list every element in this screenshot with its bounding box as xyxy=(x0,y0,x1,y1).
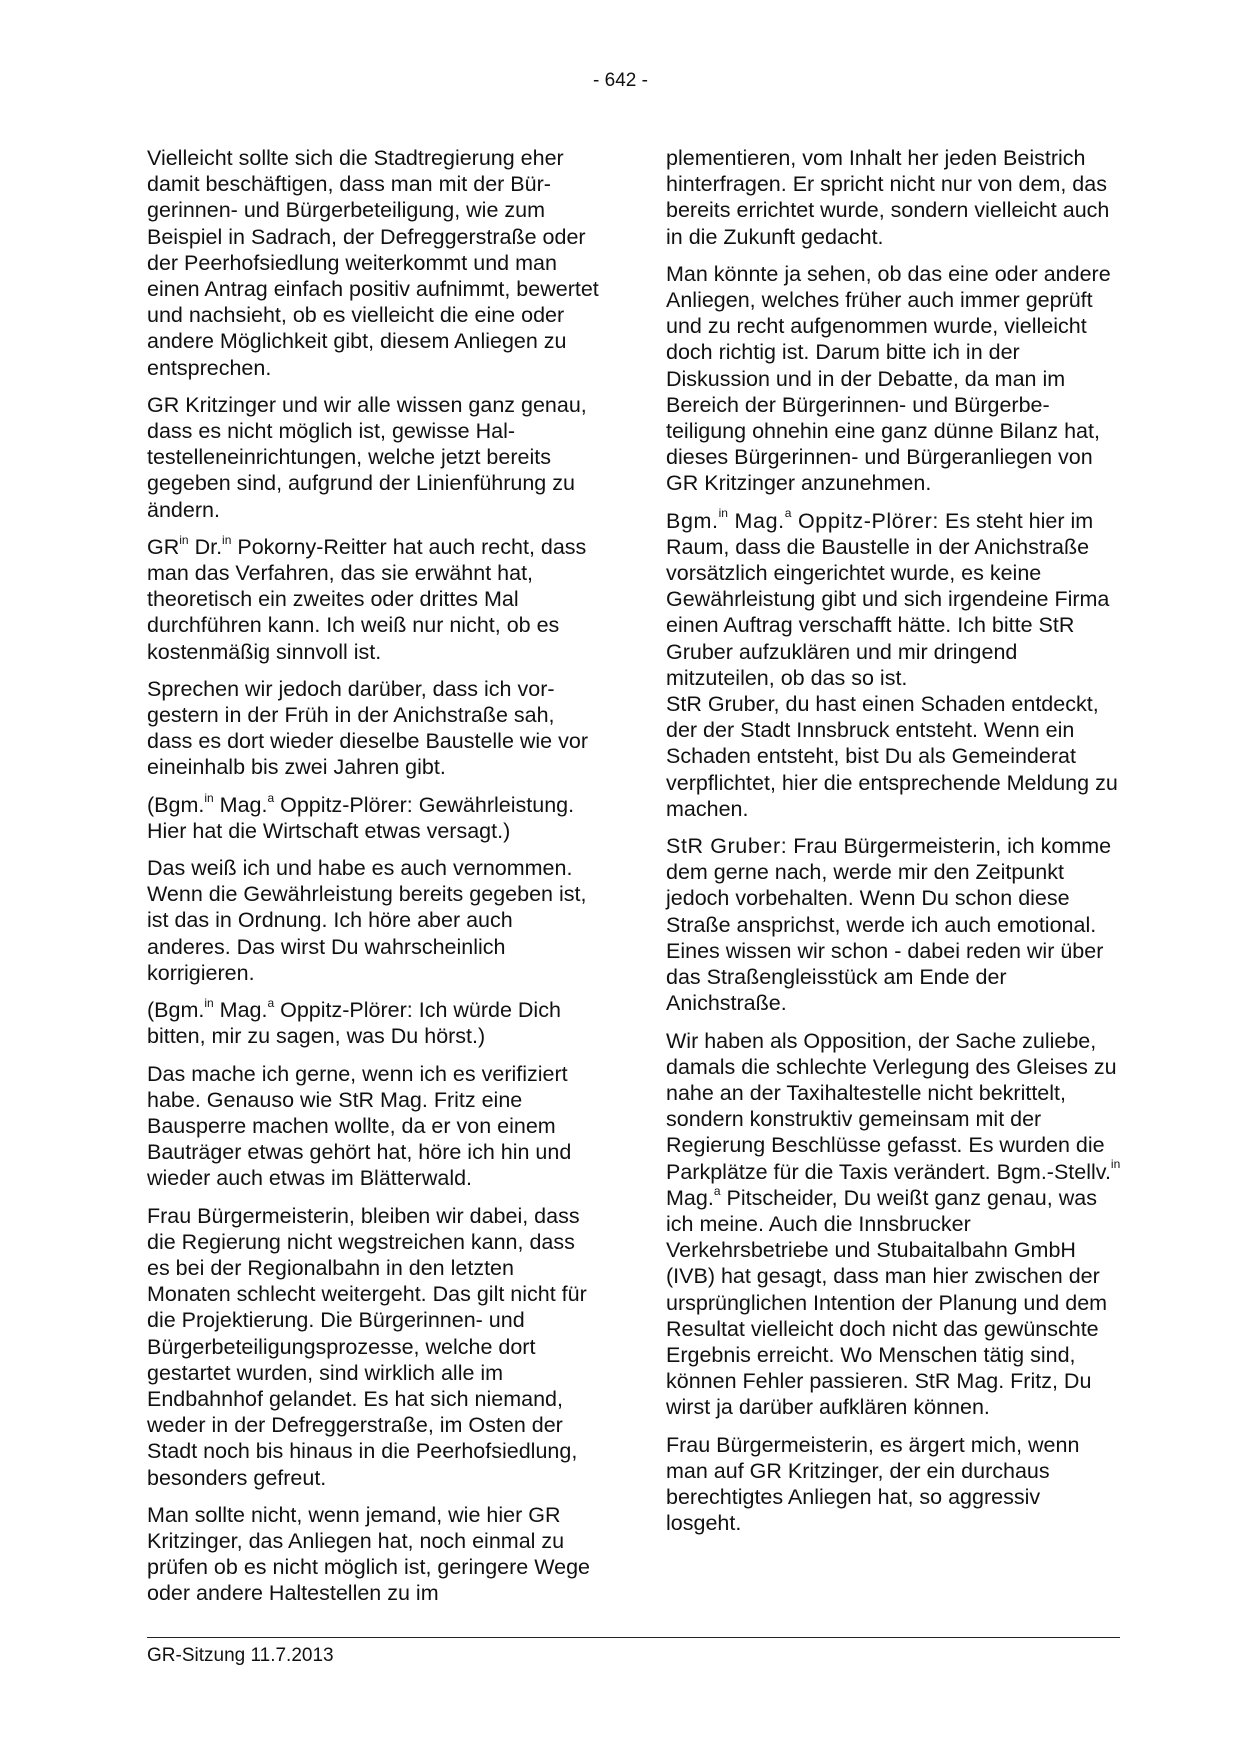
right-column xyxy=(666,145,1121,1547)
paragraph: plementieren, vom Inhalt her jeden Beistrich hinterfragen. Er spricht nicht nur von dem, das bereits errichtet wurde, sondern vielleicht auch in die Zukunft gedacht. xyxy=(666,146,1110,249)
paragraph: Man könnte ja sehen, ob das eine oder andere Anliegen, welches früher auch immer geprüft und zu recht aufgenommen wurde, vielleicht doch richtig ist. Darum bitte ich in der Diskussion und in der Debatte, da man im Bereich der Bürgerinnen- und Bürgerbeteiligung ohnehin eine ganz dünne Bilanz hat, dieses Bürgerinnen- und Bürgeranliegen von GR Kritzinger anzunehmen. xyxy=(666,261,1111,496)
superscript: in xyxy=(1110,1157,1121,1172)
paragraph: Frau Bürgermeisterin, bleiben wir dabei, dass die Regierung nicht wegstreichen kann, dass es bei der Regionalbahn in den letzten Monaten schlecht weitergeht. Das gilt nicht für die Projektierung. Die Bürgerinnen- und Bürgerbeteiligungsprozesse, welche dort gestartet wurden, sind wirklich alle im Endbahnhof gelandet. Es hat sich niemand, weder in der Defreggerstraße, im Osten der Stadt noch bis hinaus in die Peerhofsiedlung, besonders gefreut. xyxy=(147,1203,587,1490)
speech-gruber xyxy=(666,833,1121,1016)
paragraph: Frau Bürgermeisterin, es ärgert mich, wenn man auf GR Kritzinger, der ein durchaus berechtigtes Anliegen hat, so aggressiv losgeht. xyxy=(666,1432,1080,1536)
interjection-title: Mag. xyxy=(213,792,268,817)
superscript: a xyxy=(713,1183,721,1198)
paragraph-text: Wir haben als Opposition, der Sache zuliebe, damals die schlechte Verlegung des Gleises zu nahe an der Taxihaltestelle nicht bekrittelt, sondern konstruktiv gemeinsam mit der Regierung Beschlüsse gefasst. Es wurden die Parkplätze für die Taxis verändert. Bgm.-Stellv. xyxy=(666,1028,1117,1184)
speech-text: Es steht hier im Raum, dass die Baustelle in der Anichstraße vorsätzlich eingerichtet wurde, es keine Gewährleistung gibt und sich irgendeine Firma einen Auftrag verschafft hätte. Ich bitte StR Gruber aufzuklären und mir dringend mitzuteilen, ob das so ist. xyxy=(666,508,1110,690)
superscript: in xyxy=(718,506,728,521)
superscript: a xyxy=(267,790,275,805)
superscript: a xyxy=(267,995,275,1010)
interjection-text: Oppitz-Plörer: Gewährleistung. Hier hat die Wirtschaft etwas versagt.) xyxy=(147,792,575,843)
speaker-title: GR xyxy=(147,534,180,559)
speaker-name: Mag. xyxy=(727,508,785,533)
paragraph: Vielleicht sollte sich die Stadtregierung eher damit beschäftigen, dass man mit der Bürgerinnen- und Bürgerbeteiligung, wie zum Beispiel in Sadrach, der Defreggerstraße oder der Peerhofsiedlung weiterkommt und man einen Antrag einfach positiv aufnimmt, bewertet und nachsieht, ob es vielleicht die eine oder andere Möglichkeit gibt, diesem Anliegen zu entsprechen. xyxy=(147,146,599,380)
superscript: a xyxy=(784,506,792,521)
paragraph-text: Pokorny-Reitter hat auch recht, dass man das Verfahren, das sie erwähnt hat, theoretisch ein zweites oder drittes Mal durchführen kann. Ich weiß nur nicht, ob es kostenmäßig sinnvoll ist. xyxy=(147,534,587,664)
interjection xyxy=(147,792,599,844)
footer-session-date: GR-Sitzung 11.7.2013 xyxy=(147,1645,334,1666)
superscript: in xyxy=(179,532,189,547)
paragraph-text: Pitscheider, Du weißt ganz genau, was ich meine. Auch die Innsbrucker Verkehrsbetriebe und Stubaitalbahn GmbH (IVB) hat gesagt, dass man hier zwischen der ursprünglichen Intention der Planung und dem Resultat vielleicht doch nicht das gewünschte Ergebnis erreicht. Wo Menschen tätig sind, können Fehler passieren. StR Mag. Fritz, Du wirst ja darüber aufklären können. xyxy=(666,1185,1108,1420)
superscript: in xyxy=(204,995,214,1010)
paragraph: GR Kritzinger und wir alle wissen ganz genau, dass es nicht möglich ist, gewisse Haltestelleneinrichtungen, welche jetzt bereits gegeben sind, aufgrund der Linienführung zu ändern. xyxy=(147,392,587,522)
paragraph xyxy=(666,1028,1121,1421)
superscript: in xyxy=(204,790,214,805)
speaker-title: Dr. xyxy=(188,534,223,559)
interjection-title: Mag. xyxy=(213,998,268,1023)
interjection-prefix: (Bgm. xyxy=(147,792,205,817)
interjection-text: Oppitz-Plörer: Ich würde Dich bitten, mir zu sagen, was Du hörst.) xyxy=(147,998,561,1049)
speech-mayor xyxy=(666,508,1121,691)
speaker-name: Bgm. xyxy=(666,508,719,533)
page-number: - 642 - xyxy=(593,70,648,91)
paragraph: StR Gruber, du hast einen Schaden entdeckt, der der Stadt Innsbruck entsteht. Wenn ein Schaden entsteht, bist Du als Gemeinderat verpflichtet, hier die entsprechende Meldung zu machen. xyxy=(666,692,1118,821)
speaker-title: Mag. xyxy=(666,1185,714,1210)
paragraph: Das mache ich gerne, wenn ich es verifiziert habe. Genauso wie StR Mag. Fritz eine Bausperre machen wollte, da er von einem Bauträger etwas gehört hat, höre ich hin und wieder auch etwas im Blätterwald. xyxy=(147,1061,572,1191)
speaker-name: Oppitz-Plörer: xyxy=(791,508,940,533)
paragraph: Sprechen wir jedoch darüber, dass ich vorgestern in der Früh in der Anichstraße sah, dass es dort wieder dieselbe Baustelle wie vor eineinhalb bis zwei Jahren gibt. xyxy=(147,676,588,780)
paragraph xyxy=(147,534,599,665)
footer-divider xyxy=(147,1637,1120,1638)
paragraph: Man sollte nicht, wenn jemand, wie hier GR Kritzinger, das Anliegen hat, noch einmal zu prüfen ob es nicht möglich ist, geringere Wege oder andere Haltestellen zu im xyxy=(147,1502,590,1606)
paragraph: Das weiß ich und habe es auch vernommen. Wenn die Gewährleistung bereits gegeben ist, ist das in Ordnung. Ich höre aber auch anderes. Das wirst Du wahrscheinlich korrigieren. xyxy=(147,856,587,985)
speaker-name: StR Gruber: xyxy=(666,834,788,859)
interjection xyxy=(147,997,599,1049)
interjection-prefix: (Bgm. xyxy=(147,998,205,1023)
speech-text: Frau Bürgermeisterin, ich komme dem gerne nach, werde mir den Zeitpunkt jedoch vorbehalten. Wenn Du schon diese Straße ansprichst, werde ich auch emotional. Eines wissen wir schon - dabei reden wir über das Straßengleisstück am Ende der Anichstraße. xyxy=(666,834,1112,1016)
left-column xyxy=(147,145,599,1618)
superscript: in xyxy=(222,532,232,547)
